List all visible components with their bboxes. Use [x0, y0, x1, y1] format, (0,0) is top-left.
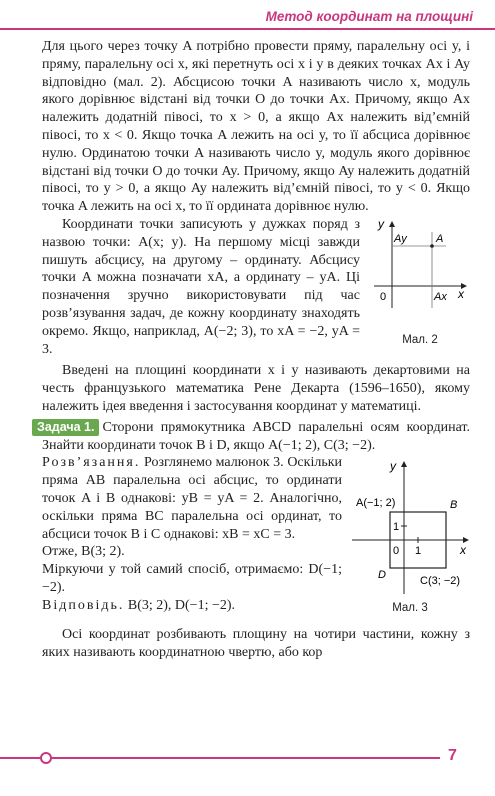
footer-rule — [0, 757, 440, 759]
origin-label: 0 — [393, 545, 400, 558]
y-axis-label: y — [390, 459, 396, 474]
solution-text: Розглянемо малюнок 3. Оскільки пряма AB паралельна осі абсцис, то ординати точок A і B однакові: yB = yA = 2. Аналогічно, оскільки пряма BC паралельна осі ординат, то абсциси точок B і C однакові: xB = xC = 3. — [42, 455, 342, 542]
y-axis-label: y — [378, 216, 384, 231]
paragraph-coordinates-notation: Координати точки записують у дужках поряд з назвою точки: A(x; y). На першому місці завжди пишуть абсцису, на другому – ординату. Абсцису точки A можна позначати xA, а ординату – yA. Ці позначення зручно використовувати під час розв’язування задач, де кожну координату знаходять окремо. Якщо, наприклад, A(−2; 3), то xA = −2, yA = 3. — [42, 216, 360, 357]
origin-label: 0 — [380, 290, 387, 303]
figure-3 — [350, 458, 470, 618]
task-statement: Сторони прямокутника ABCD паралельні осям координат. Знайти координати точок B і D, якщо A(−1; 2), C(3; −2). — [42, 419, 470, 453]
solution-line-d: Міркуючи у той самий спосіб, отримаємо: D(−1; −2). — [42, 562, 342, 595]
point-c-label: C(3; −2) — [420, 575, 461, 588]
paragraph-cartesian: Введені на площині координати x і y називають декартовими на честь французького математика Рене Декарта (1596–1650), якому належить ідея введення і застосування координат у математиці. — [42, 363, 470, 414]
header-title: Метод координат на площині — [265, 9, 473, 24]
footer-dot-ornament — [40, 752, 52, 764]
point-b-label: B — [450, 499, 458, 512]
figure-3-diagram — [350, 458, 470, 596]
figure-2-caption: Мал. 2 — [402, 333, 438, 346]
point-a-label: A — [436, 232, 444, 245]
x-axis-label: x — [458, 286, 464, 301]
point-a — [430, 244, 434, 248]
answer-text: B(3; 2), D(−1; −2). — [127, 597, 236, 613]
figure-2 — [370, 216, 470, 350]
x-axis-label: x — [460, 543, 466, 558]
paragraph-quadrants: Осі координат розбивають площину на чотири частини, кожну з яких називають координатною чвертю, або кор — [42, 627, 470, 660]
y-unit-label: 1 — [393, 521, 400, 534]
answer-heading: Відповідь. — [42, 597, 125, 613]
solution-line-b: Отже, B(3; 2). — [42, 544, 125, 560]
x-unit-label: 1 — [415, 545, 422, 558]
page-number: 7 — [448, 747, 457, 764]
point-d-label: D — [378, 569, 386, 582]
point-ax-label: Ax — [434, 290, 447, 303]
paragraph-abscissa-ordinate: Для цього через точку A потрібно провести пряму, паралельну осі y, і пряму, паралельну осі x, які перетнуть осі x і y в деяких точках Ax і Ay відповідно (мал. 2). Абсцисою точки A називають число x, модуль якого дорівнює відстані від точки O до точки Ax. Причому, якщо Ax належить додатній півосі, то x > 0, а якщо Ax належить від’ємній півосі, то x < 0. Якщо точка A лежить на осі y, то її абсциса дорівнює нулю. Ординатою точки A називають число y, модуль якого дорівнює відстані від точки O до точки Ay. Причому, якщо Ay належить додатній півосі, то y > 0, а якщо Ay належить від’ємній півосі, то y < 0. Якщо точка A лежить на осі x, то її ордината дорівнює нулю. — [42, 39, 470, 215]
figure-2-diagram — [370, 216, 470, 328]
solution-heading: Розв’язання. — [42, 455, 141, 471]
header-rule — [0, 28, 495, 30]
point-ay-label: Ay — [394, 232, 407, 245]
page-content — [37, 38, 470, 662]
point-a-label: A(−1; 2) — [356, 497, 396, 510]
page-header — [0, 6, 495, 30]
figure-3-caption: Мал. 3 — [392, 602, 428, 615]
task-label: Задача 1. — [32, 419, 99, 436]
task-1 — [37, 419, 470, 622]
